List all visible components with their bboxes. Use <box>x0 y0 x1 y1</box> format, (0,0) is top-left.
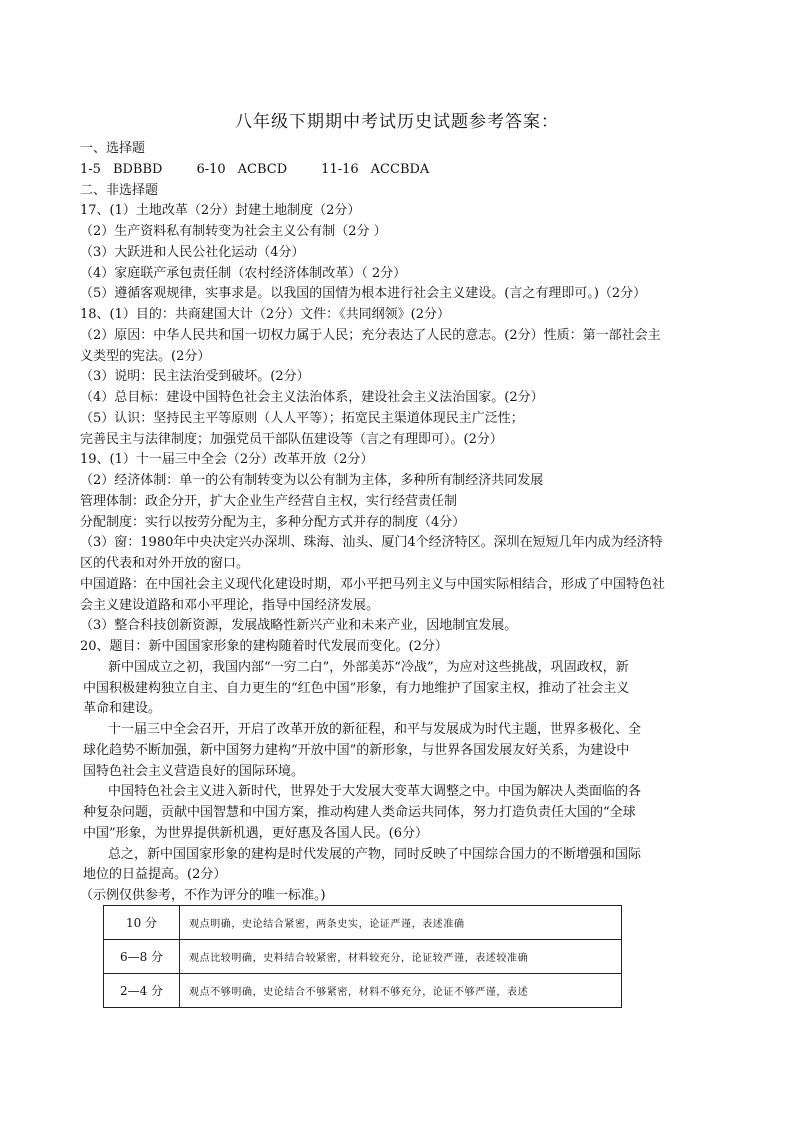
answer-line: 会主义建设道路和邓小平理论，指导中国经济发展。 <box>80 597 380 613</box>
section-heading: 一、选择题 <box>80 141 146 156</box>
answer-body <box>80 139 720 907</box>
table-row <box>104 906 622 940</box>
essay-line: 种复杂问题，贡献中国智慧和中国方案，推动构建人类命运共同体，努力打造负责任大国的“全球 <box>83 805 636 820</box>
essay-line: 革命和建设。 <box>83 701 162 717</box>
answer-line: （3）说明：民主法治受到破坏。(2分） <box>80 369 310 385</box>
answer-line: （2）生产资料私有制转变为社会主义公有制（2分 ） <box>80 224 387 239</box>
essay-line: 球化趋势不断加强，新中国努力建构“开放中国”的新形象，与世界各国发展友好关系，为建设中 <box>83 742 630 758</box>
answer-line: （3）整合科技创新资源，发展战略性新兴产业和未来产业，因地制宜发展。 <box>80 618 518 634</box>
answer-line: （5）认识：坚持民主平等原则（人人平等）；拓宽民主渠道体现民主广泛性； <box>80 410 524 426</box>
table-row <box>104 940 622 974</box>
answer-line: （4）总目标：建设中国特色社会主义法治体系，建设社会主义法治国家。(2分） <box>80 390 544 405</box>
answer-line: 分配制度：实行以按劳分配为主，多种分配方式并存的制度（4分） <box>80 514 466 530</box>
section-heading: 二、非选择题 <box>80 182 159 198</box>
answer-line: 中国道路：在中国社会主义现代化建设时期，邓小平把马列主义与中国实际相结合，形成了中国特色社 <box>80 576 666 592</box>
answer-line: （2）经济体制：单一的公有制转变为以公有制为主体，多种所有制经济共同发展 <box>80 473 544 488</box>
essay-line: 中国”形象，为世界提供新机遇，更好惠及各国人民。(6分） <box>83 825 428 841</box>
essay-line: 新中国成立之初，我国内部“一穷二白”，外部美苏“冷战”，为应对这些挑战，巩固政权，新 <box>108 659 629 675</box>
choice-range: 11-16 <box>321 161 359 177</box>
answer-line: （3）大跃进和人民公社化运动（4分） <box>80 244 305 260</box>
answer-line: 义类型的宪法。(2分） <box>80 348 211 364</box>
page-title: 八年级下期期中考试历史试题参考答案： <box>235 112 559 132</box>
essay-line: 十一届三中全会召开，开启了改革开放的新征程，和平与发展成为时代主题，世界多极化、全 <box>108 722 642 737</box>
answer-line: （5）遵循客观规律，实事求是。以我国的国情为根本进行社会主义建设。(言之有理即可。)（2分） <box>80 286 647 302</box>
answer-line: 20、题目：新中国国家形象的建构随着时代发展而变化。(2分） <box>80 639 448 654</box>
rubric-score: 10 分 <box>104 906 180 940</box>
answer-line: 区的代表和对外开放的窗口。 <box>80 556 250 571</box>
rubric-description: 观点不够明确，史论结合不够紧密，材料不够充分，论证不够严谨，表述 <box>180 974 622 1008</box>
answer-line: （2）原因：中华人民共和国一切权力属于人民；充分表达了人民的意志。(2分）性质：第一部社会主 <box>80 327 661 343</box>
table-row <box>104 974 622 1008</box>
answer-line: 19、(1）十一届三中全会（2分）改革开放（2分） <box>80 452 374 468</box>
essay-line: 国特色社会主义营造良好的国际环境。 <box>83 763 305 779</box>
answer-line: 17、(1）土地改革（2分）封建土地制度（2分） <box>80 203 361 219</box>
answer-line: 18、(1）目的：共商建国大计（2分）文件：《共同纲领》(2分） <box>80 307 450 322</box>
choice-letters: ACCBDA <box>370 161 430 177</box>
essay-line: 中国特色社会主义进入新时代，世界处于大发展大变革大调整之中。中国为解决人类面临的各 <box>108 784 642 800</box>
essay-line: 地位的日益提高。(2分） <box>83 867 227 883</box>
rubric-description: 观点明确，史论结合紧密，两条史实，论证严谨，表述准确 <box>180 906 622 940</box>
essay-line: 中国积极建构独立自主、自力更生的“红色中国”形象，有力地维护了国家主权，推动了社会主义 <box>83 680 630 696</box>
choice-range: 1-5 <box>80 161 101 177</box>
answer-line: 完善民主与法律制度；加强党员干部队伍建设等（言之有理即可）。(2分） <box>80 431 503 447</box>
choice-letters: ACBCD <box>237 161 288 177</box>
choice-letters: BDBBD <box>112 161 163 177</box>
answer-line: 管理体制：政企分开，扩大企业生产经营自主权，实行经营责任制 <box>80 493 458 509</box>
scoring-rubric-table <box>103 905 622 1008</box>
choice-answers-row <box>80 160 720 181</box>
answer-line: （3）窗：1980年中央决定兴办深圳、珠海、汕头、厦门4个经济特区。深圳在短短几年内成为经济特 <box>80 535 663 551</box>
rubric-score: 2—4 分 <box>104 974 180 1008</box>
rubric-score: 6—8 分 <box>104 940 180 974</box>
essay-line: 总之，新中国国家形象的建构是时代发展的产物，同时反映了中国综合国力的不断增强和国际 <box>108 846 642 862</box>
answer-line: （4）家庭联产承包责任制（农村经济体制改革）（ 2分） <box>80 265 407 281</box>
rubric-description: 观点比较明确，史料结合较紧密，材料较充分，论证较严谨，表述较准确 <box>180 940 622 974</box>
note-line: （示例仅供参考，不作为评分的唯一标准。) <box>80 888 326 903</box>
choice-range: 6-10 <box>196 161 226 177</box>
